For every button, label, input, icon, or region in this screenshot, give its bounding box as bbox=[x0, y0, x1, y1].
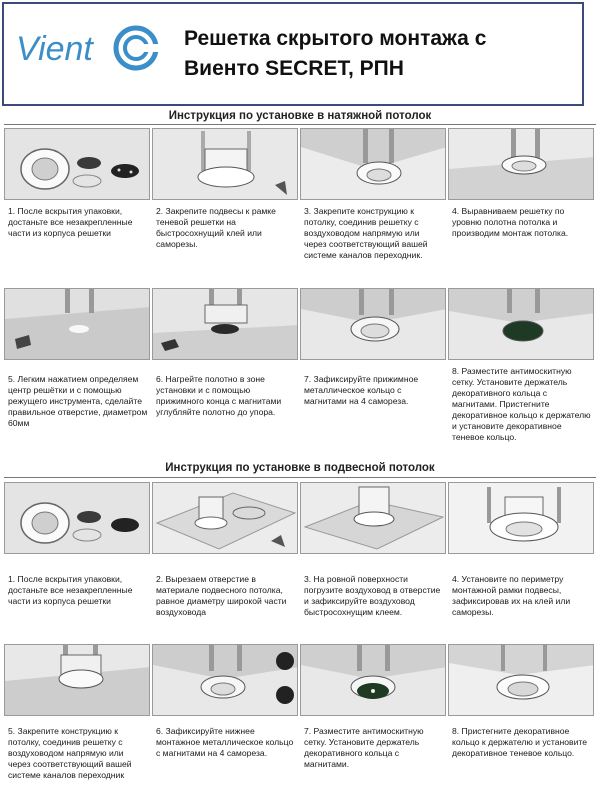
illustration-unboxed-parts-2 bbox=[4, 482, 150, 554]
illustration-fix-lower-ring bbox=[152, 644, 298, 716]
section2-title: Инструкция по установке в подвесной потолок bbox=[165, 462, 435, 474]
s2-step-8-caption: 8. Пристегните декоративное кольцо к держателю и установите декоративное теневое кольцо. bbox=[452, 726, 587, 758]
section2-divider bbox=[4, 477, 596, 478]
illustration-insert-duct bbox=[300, 482, 446, 554]
s1-step-3-caption: 3. Закрепите конструкцию к потолку, соединив решетку с воздуховодом напрямую или через соответствующий вашей системе каналов переходник. bbox=[304, 206, 428, 260]
s1-step-5-caption: 5. Легким нажатием определяем центр решётки и с помощью режущего инструмента, сделайте правильное отверстие, диаметром 60мм bbox=[8, 374, 148, 428]
illustration-attach-to-ceiling-2 bbox=[4, 644, 150, 716]
illustration-decorative-ring bbox=[448, 644, 594, 716]
s2-step-2-caption: 2. Вырезаем отверстие в материале подвесного потолка, равное диаметру широкой части воздуховода bbox=[156, 574, 287, 617]
illustration-attach-to-ceiling bbox=[300, 128, 446, 200]
section1-divider bbox=[4, 124, 596, 125]
document-title bbox=[184, 24, 574, 84]
s1-step-2-caption: 2. Закрепите подвесы к рамке теневой решетки на быстросохнущий клей или саморезы. bbox=[156, 206, 276, 249]
illustration-mosquito-net-2 bbox=[300, 644, 446, 716]
illustration-heat-membrane bbox=[152, 288, 298, 360]
s2-step-6-caption: 6. Зафиксируйте нижнее монтажное металлическое кольцо с магнитами на 4 самореза. bbox=[156, 726, 294, 758]
s1-step-8-caption: 8. Разместите антимоскитную сетку. Установите держатель декоративного кольца с магнитами. Пристегните декоративное кольцо к держателю и установите декоративное теневое кольцо. bbox=[452, 366, 591, 442]
s2-step-4-caption: 4. Установите по периметру монтажной рамки подвесы, зафиксировав их на клей или саморезы. bbox=[452, 574, 571, 617]
illustration-level-grille bbox=[448, 128, 594, 200]
s2-step-7-caption: 7. Разместите антимоскитную сетку. Установите держатель декоративного кольца с магнитами. bbox=[304, 726, 424, 769]
s1-step-7-caption: 7. Зафиксируйте прижимное металлическое кольцо с магнитами на 4 самореза. bbox=[304, 374, 419, 406]
title-line-1: Решетка скрытого монтажа с bbox=[184, 27, 487, 50]
vento-logo bbox=[14, 20, 174, 80]
s1-step-6-caption: 6. Нагрейте полотно в зоне установки и с помощью прижимного конца с магнитами углубляйте полотно до упора. bbox=[156, 374, 282, 417]
document-header bbox=[2, 2, 584, 106]
illustration-mosquito-net bbox=[448, 288, 594, 360]
illustration-grille-with-hangers bbox=[152, 128, 298, 200]
title-line-2: Виенто SECRET, РПН bbox=[184, 57, 404, 80]
illustration-cut-opening bbox=[4, 288, 150, 360]
s2-step-5-caption: 5. Закрепите конструкцию к потолку, соединив решетку с воздуховодом напрямую или через соответствующий вашей системе каналов переходник bbox=[8, 726, 132, 780]
s2-step-1-caption: 1. После вскрытия упаковки, достаньте все незакрепленные части из корпуса решетки bbox=[8, 574, 133, 606]
illustration-unboxed-parts bbox=[4, 128, 150, 200]
section1-title: Инструкция по установке в натяжной потолок bbox=[168, 110, 432, 122]
vento-logo-mark bbox=[14, 20, 174, 80]
illustration-install-hangers bbox=[448, 482, 594, 554]
s1-step-1-caption: 1. После вскрытия упаковки, достаньте все незакрепленные части из корпуса решетки bbox=[8, 206, 133, 238]
s2-step-3-caption: 3. На ровной поверхности погрузите воздуховод в отверстие и зафиксируйте воздуховод быстросохнущим клеем. bbox=[304, 574, 441, 617]
logo-text: Vient bbox=[16, 30, 93, 68]
s1-step-4-caption: 4. Выравниваем решетку по уровню полотна потолка и производим монтаж потолка. bbox=[452, 206, 569, 238]
illustration-cut-ceiling-hole bbox=[152, 482, 298, 554]
illustration-fix-clamp-ring bbox=[300, 288, 446, 360]
